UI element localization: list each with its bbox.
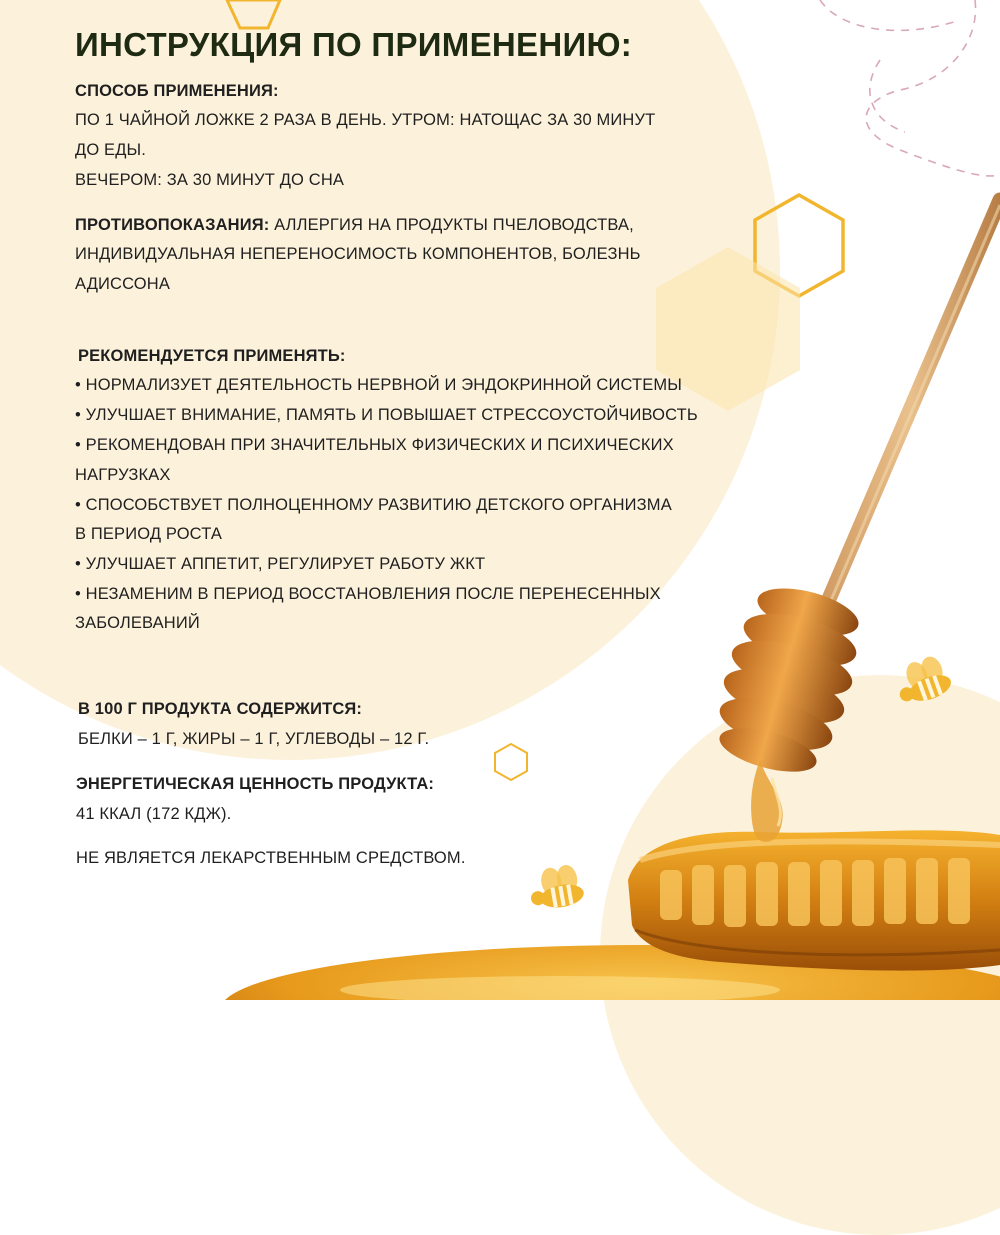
usage-line: ДО ЕДЫ.	[75, 141, 147, 159]
contraindications-text: АЛЛЕРГИЯ НА ПРОДУКТЫ ПЧЕЛОВОДСТВА,	[269, 216, 634, 234]
nutrition-heading: В 100 Г ПРОДУКТА СОДЕРЖИТСЯ:	[78, 700, 363, 718]
energy-value: 41 ККАЛ (172 КДЖ).	[76, 805, 232, 823]
contraindications-line	[75, 210, 634, 240]
energy-heading: ЭНЕРГЕТИЧЕСКАЯ ЦЕННОСТЬ ПРОДУКТА:	[76, 775, 435, 793]
contraindications-heading: ПРОТИВОПОКАЗАНИЯ:	[75, 216, 270, 234]
recommend-item: • СПОСОБСТВУЕТ ПОЛНОЦЕННОМУ РАЗВИТИЮ ДЕТСКОГО ОРГАНИЗМА	[75, 496, 672, 514]
usage-line: ПО 1 ЧАЙНОЙ ЛОЖКЕ 2 РАЗА В ДЕНЬ. УТРОМ: НАТОЩАС ЗА 30 МИНУТ	[75, 111, 656, 129]
contraindications-line: АДИССОНА	[75, 275, 171, 293]
nutrition-value: БЕЛКИ – 1 Г, ЖИРЫ – 1 Г, УГЛЕВОДЫ – 12 Г.	[78, 730, 430, 748]
disclaimer: НЕ ЯВЛЯЕТСЯ ЛЕКАРСТВЕННЫМ СРЕДСТВОМ.	[76, 849, 466, 867]
page-title: ИНСТРУКЦИЯ ПО ПРИМЕНЕНИЮ:	[75, 26, 633, 63]
contraindications-line: ИНДИВИДУАЛЬНАЯ НЕПЕРЕНОСИМОСТЬ КОМПОНЕНТОВ, БОЛЕЗНЬ	[75, 245, 641, 263]
recommend-item: НАГРУЗКАХ	[75, 466, 171, 484]
recommend-item: • РЕКОМЕНДОВАН ПРИ ЗНАЧИТЕЛЬНЫХ ФИЗИЧЕСКИХ И ПСИХИЧЕСКИХ	[75, 436, 674, 454]
usage-heading: СПОСОБ ПРИМЕНЕНИЯ:	[75, 82, 279, 100]
recommend-heading: РЕКОМЕНДУЕТСЯ ПРИМЕНЯТЬ:	[78, 347, 346, 365]
usage-line: ВЕЧЕРОМ: ЗА 30 МИНУТ ДО СНА	[75, 171, 345, 189]
recommend-item: • НЕЗАМЕНИМ В ПЕРИОД ВОССТАНОВЛЕНИЯ ПОСЛЕ ПЕРЕНЕСЕННЫХ	[75, 585, 661, 603]
recommend-item: В ПЕРИОД РОСТА	[75, 525, 223, 543]
recommend-item: • УЛУЧШАЕТ АППЕТИТ, РЕГУЛИРУЕТ РАБОТУ ЖКТ	[75, 555, 486, 573]
recommend-item: • НОРМАЛИЗУЕТ ДЕЯТЕЛЬНОСТЬ НЕРВНОЙ И ЭНДОКРИННОЙ СИСТЕМЫ	[75, 376, 683, 394]
recommend-item: ЗАБОЛЕВАНИЙ	[75, 614, 200, 632]
recommend-item: • УЛУЧШАЕТ ВНИМАНИЕ, ПАМЯТЬ И ПОВЫШАЕТ СТРЕССОУСТОЙЧИВОСТЬ	[75, 406, 698, 424]
